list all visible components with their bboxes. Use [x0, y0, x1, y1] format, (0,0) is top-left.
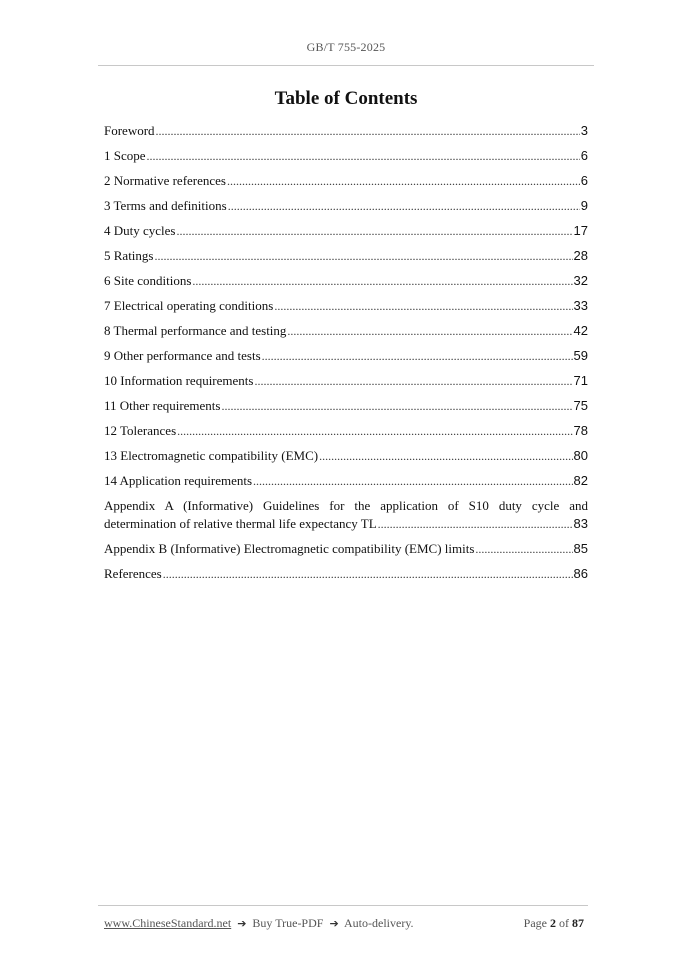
- toc-entry-label: 11 Other requirements: [104, 398, 221, 413]
- toc-entry-label: 14 Application requirements: [104, 473, 253, 488]
- toc-leader-dots: [319, 447, 572, 465]
- table-of-contents: [104, 122, 588, 590]
- toc-page-number: 6: [580, 173, 588, 188]
- toc-entry[interactable]: [104, 197, 588, 215]
- toc-page-number: 75: [573, 398, 588, 413]
- toc-entry-label: 12 Tolerances: [104, 423, 177, 438]
- toc-page-number: 6: [580, 148, 588, 163]
- toc-leader-dots: [156, 122, 580, 140]
- toc-page-number: 33: [573, 298, 588, 313]
- page-word: Page: [523, 916, 547, 930]
- toc-entry[interactable]: [104, 447, 588, 465]
- toc-page-number: 83: [573, 516, 588, 531]
- page-current: 2: [550, 916, 556, 930]
- toc-leader-dots: [254, 372, 572, 390]
- toc-entry-label: 2 Normative references: [104, 173, 226, 188]
- toc-entry[interactable]: [104, 147, 588, 165]
- toc-leader-dots: [147, 147, 580, 165]
- toc-leader-dots: [163, 565, 573, 583]
- right-arrow-icon: ➔: [237, 917, 247, 930]
- toc-entry[interactable]: [104, 272, 588, 290]
- toc-leader-dots: [475, 540, 572, 558]
- toc-entry[interactable]: [104, 472, 588, 490]
- toc-leader-dots: [262, 347, 573, 365]
- buy-link[interactable]: Buy True-PDF: [252, 916, 324, 930]
- toc-entry-appendix-a[interactable]: [104, 497, 588, 533]
- toc-leader-dots: [378, 515, 573, 533]
- toc-entry[interactable]: [104, 565, 588, 583]
- toc-entry[interactable]: [104, 422, 588, 440]
- toc-entry-label: 13 Electromagnetic compatibility (EMC): [104, 448, 319, 463]
- toc-page-number: 86: [573, 566, 588, 581]
- toc-leader-dots: [177, 422, 572, 440]
- auto-delivery-text: Auto-delivery.: [344, 916, 414, 930]
- toc-entry[interactable]: [104, 122, 588, 140]
- page-title: Table of Contents: [274, 88, 418, 109]
- toc-entry[interactable]: [104, 540, 588, 558]
- page-header: GB/T 755-2025: [306, 40, 386, 54]
- toc-leader-dots: [221, 397, 572, 415]
- toc-entry-label: 6 Site conditions: [104, 273, 192, 288]
- toc-entry-label: 1 Scope: [104, 148, 146, 163]
- toc-entry-label: 10 Information requirements: [104, 373, 254, 388]
- header-divider: [98, 65, 594, 66]
- toc-page-number: 17: [573, 223, 588, 238]
- toc-leader-dots: [176, 222, 572, 240]
- footer-divider: [98, 905, 588, 906]
- page-of: of: [559, 916, 569, 930]
- right-arrow-icon: ➔: [329, 917, 339, 930]
- toc-page-number: 71: [573, 373, 588, 388]
- toc-leader-dots: [287, 322, 572, 340]
- toc-leader-dots: [227, 172, 580, 190]
- toc-entry-label: Foreword: [104, 123, 155, 138]
- toc-page-number: 82: [573, 473, 588, 488]
- toc-leader-dots: [274, 297, 572, 315]
- page-total: 87: [572, 916, 584, 930]
- toc-entry-label: 4 Duty cycles: [104, 223, 176, 238]
- toc-page-number: 28: [573, 248, 588, 263]
- toc-entry[interactable]: [104, 222, 588, 240]
- toc-entry-label: 8 Thermal performance and testing: [104, 323, 287, 338]
- toc-entry-label: 9 Other performance and tests: [104, 348, 261, 363]
- toc-leader-dots: [253, 472, 573, 490]
- toc-page-number: 3: [580, 123, 588, 138]
- toc-entry-label: determination of relative thermal life expectancy TL: [104, 516, 377, 531]
- toc-page-number: 32: [573, 273, 588, 288]
- toc-entry[interactable]: [104, 347, 588, 365]
- toc-page-number: 85: [573, 541, 588, 556]
- toc-entry[interactable]: [104, 397, 588, 415]
- toc-page-number: 80: [573, 448, 588, 463]
- toc-page-number: 9: [580, 198, 588, 213]
- toc-entry-label: Appendix B (Informative) Electromagnetic compatibility (EMC) limits: [104, 541, 475, 556]
- toc-leader-dots: [192, 272, 572, 290]
- toc-leader-dots: [228, 197, 580, 215]
- toc-entry[interactable]: [104, 172, 588, 190]
- toc-page-number: 42: [573, 323, 588, 338]
- page-footer: [104, 916, 584, 931]
- toc-entry[interactable]: [104, 372, 588, 390]
- toc-page-number: 78: [573, 423, 588, 438]
- toc-entry[interactable]: [104, 247, 588, 265]
- toc-entry[interactable]: [104, 322, 588, 340]
- footer-promo: [104, 916, 414, 931]
- site-link[interactable]: www.ChineseStandard.net: [104, 916, 232, 930]
- toc-entry-label: Appendix A (Informative) Guidelines for the application of S10 duty cycle and: [104, 498, 588, 513]
- toc-entry[interactable]: [104, 297, 588, 315]
- toc-entry-label: 3 Terms and definitions: [104, 198, 227, 213]
- toc-leader-dots: [154, 247, 572, 265]
- page-counter: [524, 916, 584, 931]
- toc-entry-label: References: [104, 566, 162, 581]
- toc-entry-label: 7 Electrical operating conditions: [104, 298, 274, 313]
- toc-page-number: 59: [573, 348, 588, 363]
- toc-entry-label: 5 Ratings: [104, 248, 154, 263]
